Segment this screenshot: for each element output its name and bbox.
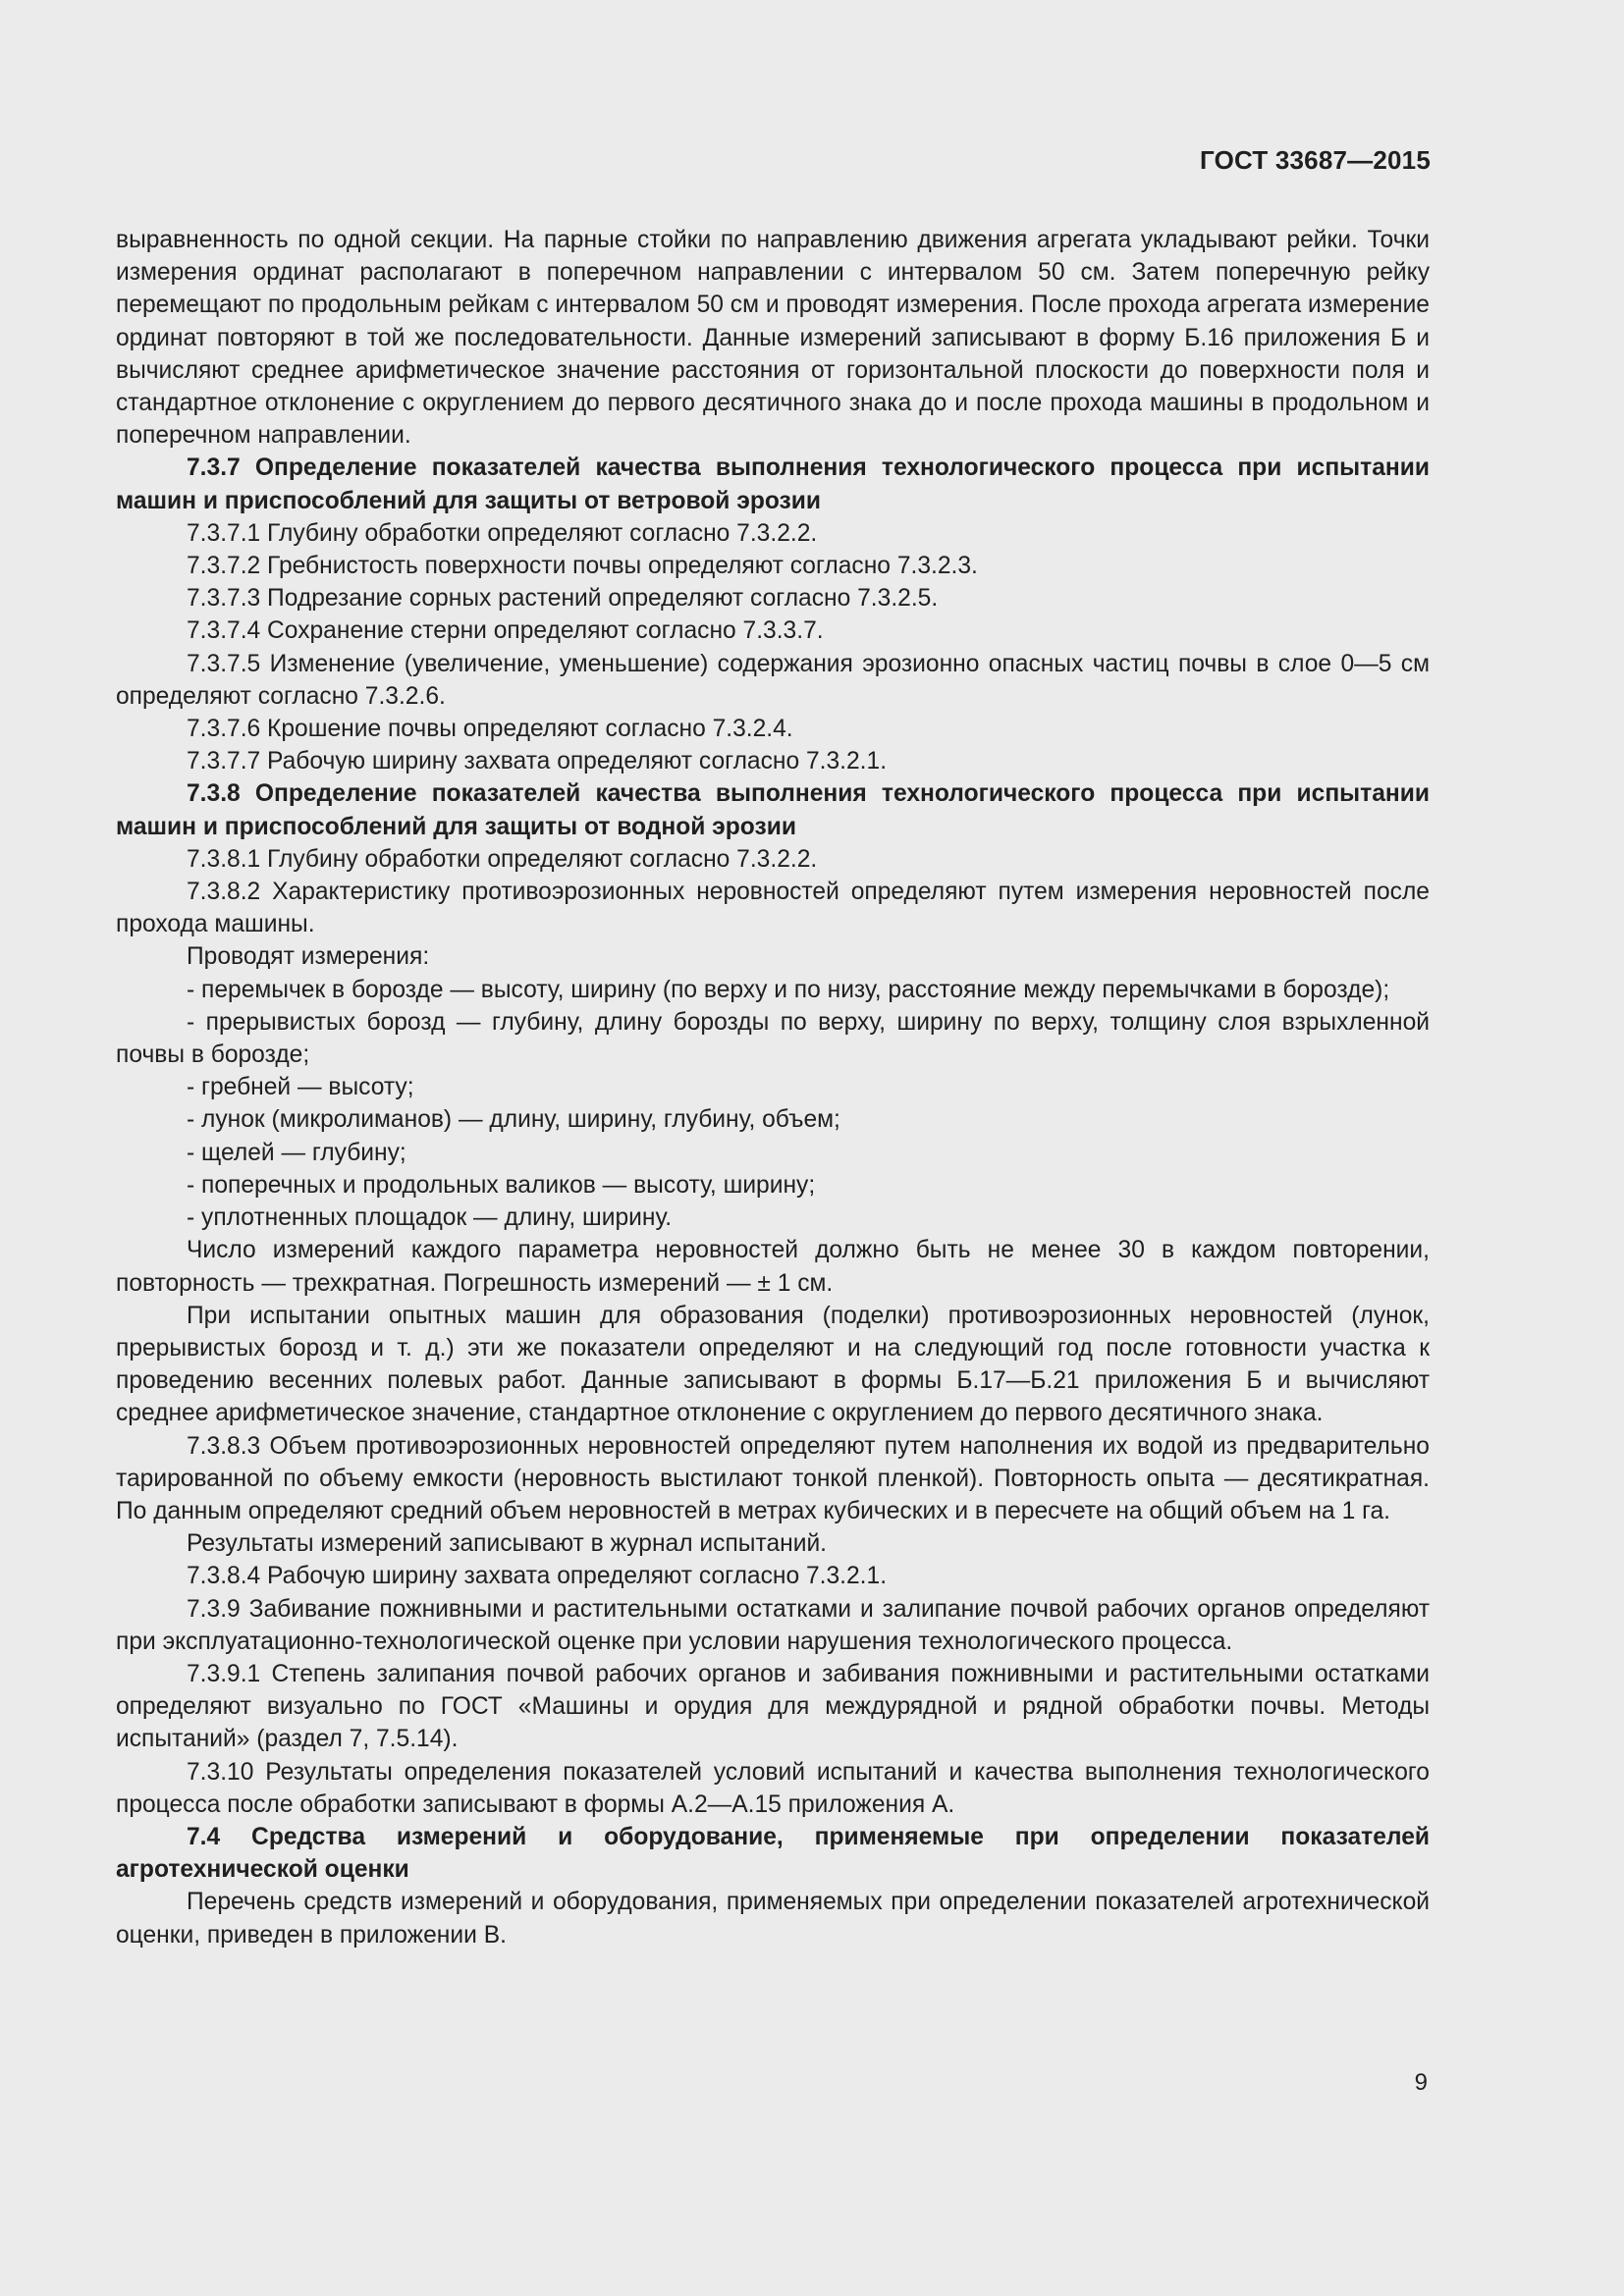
paragraph: 7.3.7.2 Гребнистость поверхности почвы определяют согласно 7.3.2.3. (187, 553, 978, 580)
paragraph: 7.3.8.1 Глубину обработки определяют согласно 7.3.2.2. (187, 845, 818, 873)
paragraph: - уплотненных площадок — длину, ширину. (187, 1204, 673, 1232)
section-heading: 7.3.7 Определение показателей качества выполнения технологического процесса при испытании машин и приспособлений для защиты от ветровой эрозии (116, 454, 1430, 514)
page-number: 9 (1414, 2069, 1428, 2096)
paragraph: - поперечных и продольных валиков — высоту, ширину; (187, 1171, 816, 1199)
paragraph: 7.3.8.2 Характеристику противоэрозионных неровностей определяют путем измерения неровностей после прохода машины. (116, 879, 1430, 938)
paragraph: 7.3.7.6 Крошение почвы определяют согласно 7.3.2.4. (187, 716, 793, 743)
paragraph: - щелей — глубину; (187, 1139, 406, 1166)
paragraph: 7.3.7.3 Подрезание сорных растений определяют согласно 7.3.2.5. (187, 585, 939, 613)
paragraph: - лунок (микролиманов) — длину, ширину, глубину, объем; (187, 1106, 840, 1134)
paragraph: выравненность по одной секции. На парные стойки по направлению движения агрегата укладывают рейки. Точки измерения ординат располагают в поперечном направлении с интервалом 50 см. Затем поперечную рейку перемещают по продольным рейкам с интервалом 50 см и проводят измерения. После прохода агрегата измерение ординат повторяют в той же последовательности. Данные измерений записывают в форму Б.16 приложения Б и вычисляют среднее арифметическое значение расстояния от горизонтальной плоскости до поверхности поля и стандартное отклонение с округлением до первого десятичного знака до и после прохода машины в продольном и поперечном направлении. (116, 227, 1430, 450)
paragraph: 7.3.7.4 Сохранение стерни определяют согласно 7.3.3.7. (187, 617, 824, 645)
paragraph: - прерывистых борозд — глубину, длину борозды по верху, ширину по верху, толщину слоя взрыхленной почвы в борозде; (116, 1008, 1430, 1069)
paragraph: 7.3.8.3 Объем противоэрозионных неровностей определяют путем наполнения их водой из предварительно тарированной по объему емкости (неровность выстилают тонкой пленкой). Повторность опыта — десятикратная. По данным определяют средний объем неровностей в метрах кубических и в пересчете на общий объем на 1 га. (116, 1432, 1430, 1524)
paragraph: Проводят измерения: (187, 943, 430, 971)
paragraph: - перемычек в борозде — высоту, ширину (по верху и по низу, расстояние между перемычками в борозде); (187, 976, 1390, 1003)
paragraph: Перечень средств измерений и оборудования, применяемых при определении показателей агротехнической оценки, приведен в приложении В. (116, 1889, 1430, 1949)
paragraph: 7.3.7.7 Рабочую ширину захвата определяют согласно 7.3.2.1. (187, 748, 888, 775)
paragraph: 7.3.10 Результаты определения показателей условий испытаний и качества выполнения технологического процесса после обработки записывают в формы А.2—А.15 приложения А. (116, 1758, 1430, 1818)
section-heading: 7.4 Средства измерений и оборудование, применяемые при определении показателей агротехнической оценки (116, 1823, 1430, 1884)
paragraph: 7.3.7.1 Глубину обработки определяют согласно 7.3.2.2. (187, 519, 818, 547)
document-body (116, 224, 1430, 1951)
paragraph: 7.3.7.5 Изменение (увеличение, уменьшение) содержания эрозионно опасных частиц почвы в слое 0—5 см определяют согласно 7.3.2.6. (116, 650, 1430, 710)
paragraph: При испытании опытных машин для образования (поделки) противоэрозионных неровностей (лунок, прерывистых борозд и т. д.) эти же показатели определяют и на следующий год после готовности участка к проведению весенних полевых работ. Данные записывают в формы Б.17—Б.21 приложения Б и вычисляют среднее арифметическое значение, стандартное отклонение с округлением до первого десятичного знака. (116, 1302, 1430, 1427)
paragraph: Число измерений каждого параметра неровностей должно быть не менее 30 в каждом повторении, повторность — трехкратная. Погрешность измерений — ± 1 см. (116, 1237, 1430, 1297)
paragraph: 7.3.9 Забивание пожнивными и растительными остатками и залипание почвой рабочих органов определяют при эксплуатационно-технологической оценке при условии нарушения технологического процесса. (116, 1595, 1430, 1655)
paragraph: Результаты измерений записывают в журнал испытаний. (187, 1530, 828, 1558)
section-heading: 7.3.8 Определение показателей качества выполнения технологического процесса при испытании машин и приспособлений для защиты от водной эрозии (116, 780, 1430, 840)
paragraph: 7.3.8.4 Рабочую ширину захвата определяют согласно 7.3.2.1. (187, 1563, 888, 1590)
paragraph: - гребней — высоту; (187, 1074, 414, 1101)
paragraph: 7.3.9.1 Степень залипания почвой рабочих органов и забивания пожнивными и растительными остатками определяют визуально по ГОСТ «Машины и орудия для междурядной и рядной обработки почвы. Методы испытаний» (раздел 7, 7.5.14). (116, 1660, 1430, 1753)
document-code-header: ГОСТ 33687—2015 (1200, 145, 1431, 175)
